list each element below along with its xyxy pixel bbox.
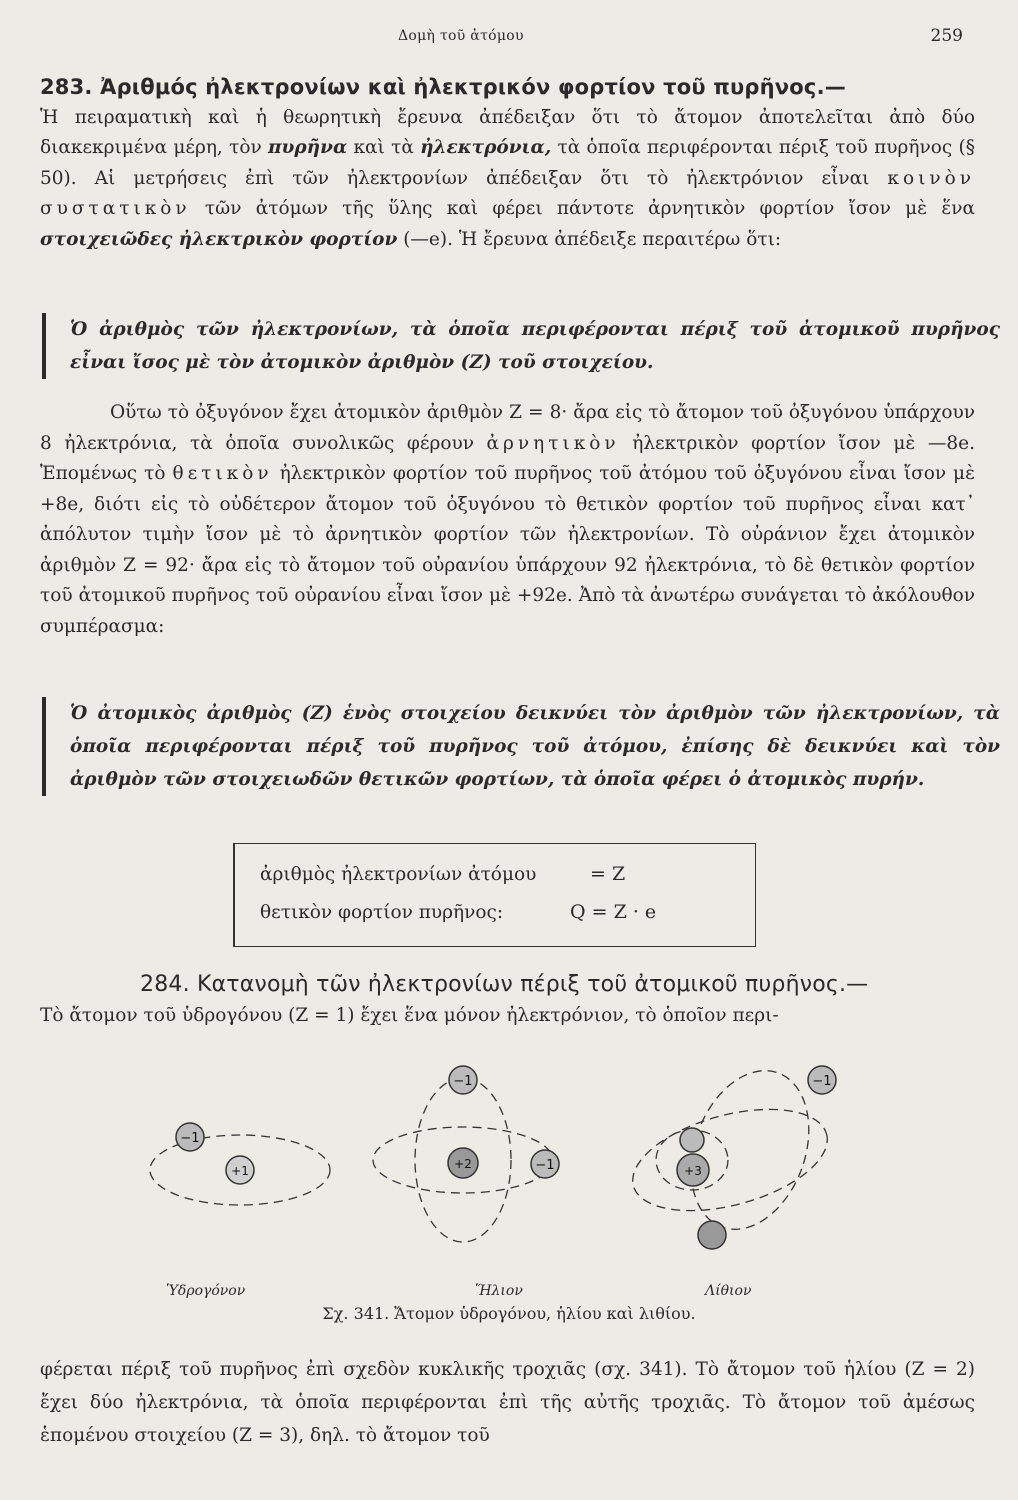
helium-electron-right: [531, 1150, 559, 1178]
figure-label-helium: Ἥλιον: [475, 1283, 523, 1299]
rule-1-text: Ὁ ἀριθμὸς τῶν ἠλεκτρονίων, τὰ ὁποῖα περιφέρονται πέριξ τοῦ ἀτομικοῦ πυρῆνος εἶναι ἴσος μὲ τὸν ἀτομικὸν ἀριθμὸν (Z) τοῦ στοιχείου.: [70, 319, 1000, 373]
section-284: [40, 970, 975, 1031]
rule-box-1: [42, 313, 1000, 379]
lithium-orbits: [622, 1060, 838, 1246]
formula-row-1-label: ἀριθμὸς ἠλεκτρονίων ἀτόμου: [260, 864, 537, 885]
formula-row-2-value: Q = Z · e: [570, 901, 657, 923]
hydrogen-nucleus: [226, 1156, 254, 1184]
hydrogen-electron: [176, 1123, 204, 1151]
rule-2-text: Ὁ ἀτομικὸς ἀριθμὸς (Z) ἑνὸς στοιχείου δεικνύει τὸν ἀριθμὸν τῶν ἠλεκτρονίων, τὰ ὁποῖα περιφέρονται πέριξ τοῦ πυρῆνος τοῦ ἀτόμου, ἐπίσης δὲ δεικνύει καὶ τὸν ἀριθμὸν τῶν στοιχειωδῶν θετικῶν φορτίων, τὰ ὁποῖα φέρει ὁ ἀτομικὸς πυρήν.: [70, 703, 1000, 790]
continuation-paragraph: φέρεται πέριξ τοῦ πυρῆνος ἐπὶ σχεδὸν κυκλικῆς τροχιᾶς (σχ. 341). Τὸ ἄτομον τοῦ ἡλίου (Z = 2) ἔχει δύο ἠλεκτρόνια, τὰ ὁποῖα περιφέρονται ἐπὶ τῆς αὐτῆς τροχιᾶς. Τὸ ἄτομον τοῦ ἀμέσως ἑπομένου στοιχείου (Z = 3), δηλ. τὸ ἄτομον τοῦ: [40, 1359, 975, 1446]
figure-label-lithium: Λίθιον: [705, 1283, 752, 1299]
lithium-electron-bottom: [698, 1221, 726, 1249]
page-number: 259: [930, 26, 963, 46]
header-title: Δομὴ τοῦ ἀτόμου: [398, 28, 524, 44]
svg-text:−1: −1: [535, 1158, 555, 1173]
lithium-electron-inner: [680, 1128, 704, 1152]
helium-nucleus: [448, 1148, 478, 1178]
figure-caption: Σχ. 341. Ἄτομον ὑδρογόνου, ἡλίου καὶ λιθίου.: [322, 1304, 696, 1323]
section-283-paragraph-2: Οὕτω τὸ ὀξυγόνον ἔχει ἀτομικὸν ἀριθμὸν Z = 8· ἄρα εἰς τὸ ἄτομον τοῦ ὀξυγόνου ὑπάρχουν 8 ἠλεκτρόνια, τὰ ὁποῖα συνολικῶς φέρουν ἀρνητικὸν ἠλεκτρικὸν φορτίον ἴσον μὲ —8e. Ἑπομένως τὸ θετικὸν ἠλεκτρικὸν φορτίον τοῦ πυρῆνος τοῦ ἀτόμου τοῦ ὀξυγόνου εἶναι ἴσον μὲ +8e, διότι εἰς τὸ οὐδέτερον ἄτομον τοῦ ὀξυγόνου τὸ θετικὸν φορτίον τοῦ πυρῆνος εἶναι κατ᾽ ἀπόλυτον τιμὴν ἴσον μὲ τὸ ἀρνητικὸν φορτίον τῶν ἠλεκτρονίων. Τὸ οὐράνιον ἔχει ἀτομικὸν ἀριθμὸν Z = 92· ἄρα εἰς τὸ ἄτομον τοῦ οὐρανίου ὑπάρχουν 92 ἠλεκτρόνια, τὸ δὲ θετικὸν φορτίον τοῦ ἀτομικοῦ πυρῆνος τοῦ οὐρανίου εἶναι ἴσον μὲ +92e. Ἀπὸ τὰ ἀνωτέρω συνάγεται τὸ ἀκόλουθον συμπέρασμα:: [40, 402, 976, 637]
section-284-title: 284. Κατανομὴ τῶν ἠλεκτρονίων πέριξ τοῦ ἀτομικοῦ πυρῆνος.—: [140, 972, 869, 997]
section-283-paragraph-1: Ἡ πειραματικὴ καὶ ἡ θεωρητικὴ ἔρευνα ἀπέδειξαν ὅτι τὸ ἄτομον ἀποτελεῖται ἀπὸ δύο διακεκριμένα μέρη, τὸν πυρῆνα καὶ τὰ ἠλεκτρόνια, τὰ ὁποῖα περιφέρονται πέριξ τοῦ πυρῆνος (§ 50). Αἱ μετρήσεις ἐπὶ τῶν ἠλεκτρονίων ἀπέδειξαν ὅτι τὸ ἠλεκτρόνιον εἶναι κοινὸν συστατικὸν τῶν ἀτόμων τῆς ὕλης καὶ φέρει πάντοτε ἀρνητικὸν φορτίον ἴσον μὲ ἕνα στοιχειῶδες ἠλεκτρικὸν φορτίον (—e). Ἡ ἔρευνα ἀπέδειξε περαιτέρω ὅτι:: [40, 106, 975, 250]
figure-341-atom-diagrams: [130, 1060, 890, 1310]
figure-label-hydrogen: Ὑδρογόνον: [166, 1283, 246, 1299]
formula-box: [233, 843, 756, 947]
svg-text:+2: +2: [454, 1157, 472, 1171]
svg-text:+1: +1: [231, 1164, 249, 1178]
svg-text:−1: −1: [453, 1074, 473, 1089]
lithium-nucleus: [677, 1154, 709, 1186]
formula-row-1-value: = Z: [590, 863, 626, 885]
svg-text:+3: +3: [684, 1164, 702, 1178]
svg-text:−1: −1: [812, 1074, 832, 1089]
rule-box-2: [42, 697, 1000, 796]
helium-electron-top: [449, 1066, 477, 1094]
lithium-electron-top: [808, 1066, 836, 1094]
formula-row-2-label: θετικὸν φορτίον πυρῆνος:: [260, 902, 504, 923]
running-header: [0, 22, 1018, 52]
section-284-paragraph-1: Τὸ ἄτομον τοῦ ὑδρογόνου (Z = 1) ἔχει ἕνα μόνον ἠλεκτρόνιον, τὸ ὁποῖον περι-: [40, 1004, 779, 1026]
svg-text:−1: −1: [180, 1131, 200, 1146]
section-283-title: 283. Ἀριθμός ἠλεκτρονίων καὶ ἠλεκτρικόν φορτίον τοῦ πυρῆνος.—: [40, 75, 846, 99]
section-283: [40, 72, 975, 255]
